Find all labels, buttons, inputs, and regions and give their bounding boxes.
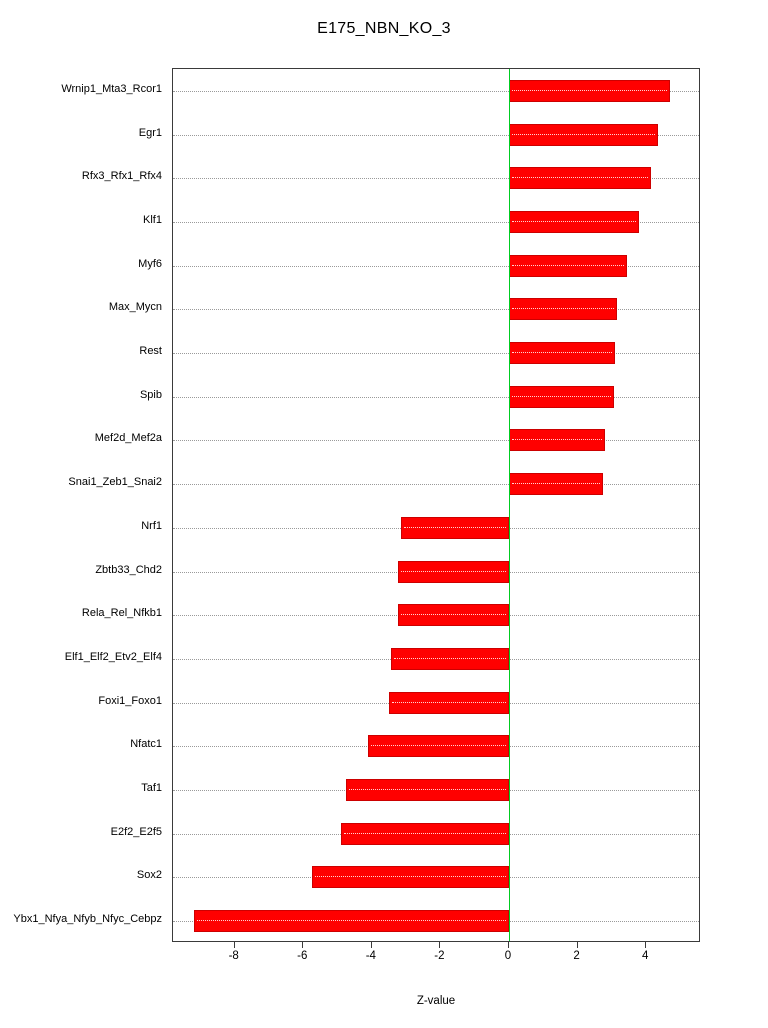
bar — [509, 342, 615, 364]
bar — [368, 735, 509, 757]
category-label: Rfx3_Rfx1_Rfx4 — [81, 170, 162, 183]
category-label: Snai1_Zeb1_Snai2 — [68, 476, 162, 489]
x-tick-label: -6 — [297, 950, 308, 962]
bar — [398, 604, 509, 626]
bar — [194, 910, 509, 932]
category-label: Rela_Rel_Nfkb1 — [81, 607, 162, 620]
bar — [346, 779, 509, 801]
bar — [509, 429, 605, 451]
x-tick-label: -2 — [434, 950, 445, 962]
category-label: Zbtb33_Chd2 — [95, 563, 162, 576]
category-label: Foxi1_Foxo1 — [98, 694, 162, 707]
x-tick-mark — [645, 942, 646, 948]
x-tick-mark — [302, 942, 303, 948]
category-label: Wrnip1_Mta3_Rcor1 — [61, 82, 162, 95]
x-tick-label: 2 — [573, 950, 580, 962]
category-label: Myf6 — [138, 257, 162, 270]
gridline — [173, 440, 699, 441]
gridline — [173, 309, 699, 310]
bar — [389, 692, 509, 714]
bar — [509, 167, 651, 189]
x-tick-mark — [234, 942, 235, 948]
plot-area — [172, 68, 700, 942]
bar — [509, 298, 617, 320]
zero-reference-line — [509, 69, 510, 941]
category-label: E2f2_E2f5 — [110, 825, 162, 838]
bar — [341, 823, 509, 845]
category-label: Ybx1_Nfya_Nfyb_Nfyc_Cebpz — [13, 913, 162, 926]
category-label: Klf1 — [143, 213, 162, 226]
chart-title: E175_NBN_KO_3 — [317, 20, 451, 37]
bar — [312, 866, 509, 888]
x-tick-label: 0 — [504, 950, 512, 962]
x-tick-mark — [439, 942, 440, 948]
x-tick-mark — [371, 942, 372, 948]
bar — [398, 561, 509, 583]
bar — [509, 473, 603, 495]
category-label: Nfatc1 — [130, 738, 162, 751]
bar — [509, 386, 614, 408]
bar — [509, 124, 658, 146]
x-tick-label: -4 — [365, 950, 376, 962]
x-axis-title: Z-value — [416, 995, 456, 1007]
bar — [509, 255, 627, 277]
bar — [391, 648, 509, 670]
category-label: Rest — [139, 345, 162, 358]
category-label: Egr1 — [138, 126, 162, 139]
x-tick-label: 4 — [641, 950, 649, 962]
category-label: Elf1_Elf2_Etv2_Elf4 — [64, 650, 162, 663]
gridline — [173, 397, 699, 398]
category-label: Mef2d_Mef2a — [94, 432, 162, 445]
x-tick-mark — [577, 942, 578, 948]
gridline — [173, 484, 699, 485]
category-label: Spib — [139, 388, 162, 401]
bar — [509, 80, 670, 102]
x-tick-label: -8 — [228, 950, 239, 962]
x-tick-mark — [508, 942, 509, 948]
gridline — [173, 353, 699, 354]
category-label: Taf1 — [141, 782, 162, 795]
category-label: Max_Mycn — [108, 301, 162, 314]
category-label: Sox2 — [136, 869, 162, 882]
category-label: Nrf1 — [141, 519, 162, 532]
bar — [401, 517, 509, 539]
bar — [509, 211, 639, 233]
